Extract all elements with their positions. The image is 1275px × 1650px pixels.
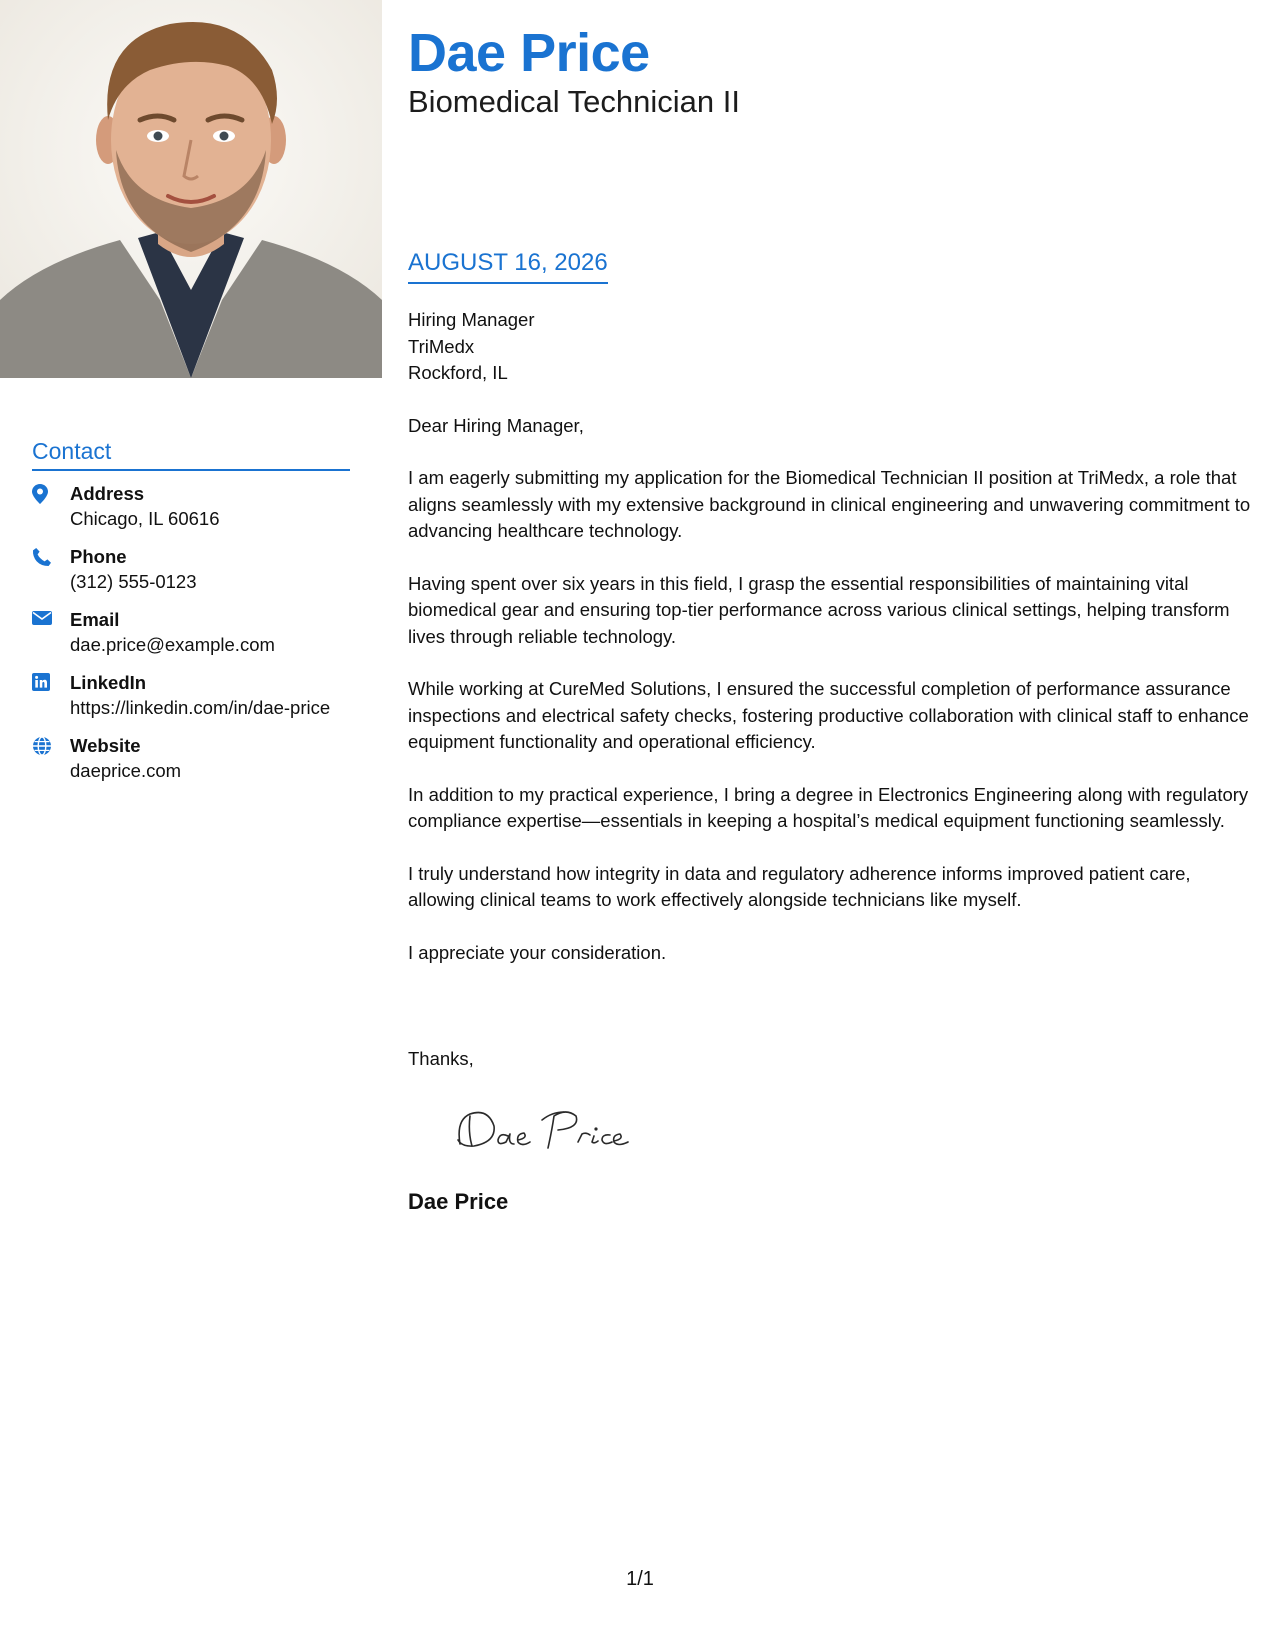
contact-label: Email xyxy=(70,609,120,630)
signer-name: Dae Price xyxy=(408,1189,509,1214)
body-paragraph: I am eagerly submitting my application for the Biomedical Technician II position at TriMedx, a role that aligns seamlessly with my extensive background in clinical engineering and unwavering commitment to advancing healthcare technology. xyxy=(408,467,1251,541)
contact-label: LinkedIn xyxy=(70,672,147,693)
phone-icon xyxy=(32,545,70,567)
contact-label: Address xyxy=(70,483,145,504)
linkedin-link[interactable]: https://linkedin.com/in/dae-price xyxy=(70,697,331,718)
envelope-icon xyxy=(32,608,70,626)
contact-item-linkedin xyxy=(32,671,362,734)
salutation: Dear Hiring Manager, xyxy=(408,415,584,436)
contact-item-email xyxy=(32,608,362,671)
contact-item-address xyxy=(32,482,362,545)
recipient-block xyxy=(408,307,534,387)
body-paragraph: In addition to my practical experience, I bring a degree in Electronics Engineering along with regulatory compliance expertise—essentials in keeping a hospital’s medical equipment functioning seamlessly. xyxy=(408,783,1249,831)
map-pin-icon xyxy=(32,482,70,504)
applicant-title: Biomedical Technician II xyxy=(408,84,740,119)
letter-body xyxy=(408,465,1253,992)
profile-photo xyxy=(0,0,382,378)
email-link[interactable]: dae.price@example.com xyxy=(70,634,275,655)
address-value: Chicago, IL 60616 xyxy=(70,508,220,529)
contact-text-linkedin xyxy=(70,671,330,720)
contact-list xyxy=(32,482,362,797)
body-paragraph: Having spent over six years in this field, I grasp the essential responsibilities of maintaining vital biomedical gear and ensuring top-tier performance across various clinical settings, helping transform lives through reliable technology. xyxy=(408,572,1230,647)
contact-heading: Contact xyxy=(32,437,350,471)
handwritten-signature xyxy=(448,1100,648,1160)
contact-item-phone xyxy=(32,545,362,608)
contact-text-website xyxy=(70,734,181,783)
applicant-name: Dae Price xyxy=(408,23,650,83)
contact-label: Website xyxy=(70,735,141,756)
phone-value: (312) 555-0123 xyxy=(70,571,197,592)
body-paragraph: I truly understand how integrity in data and regulatory adherence informs improved patient care, allowing clinical teams to work effectively alongside technicians like myself. xyxy=(408,862,1191,910)
letter-date: AUGUST 16, 2026 xyxy=(408,248,608,284)
contact-text-address xyxy=(70,482,219,531)
page-number: 1/1 xyxy=(626,1568,654,1590)
recipient-company: TriMedx xyxy=(408,335,475,357)
website-link[interactable]: daeprice.com xyxy=(70,760,182,781)
globe-icon xyxy=(32,734,70,756)
body-paragraph: While working at CureMed Solutions, I ensured the successful completion of performance assurance inspections and electrical safety checks, fostering productive collaboration with clinical staff to enhance equipment functionality and operational efficiency. xyxy=(408,678,1249,752)
recipient-line: Hiring Manager xyxy=(408,309,535,330)
contact-item-website xyxy=(32,734,362,797)
contact-text-email xyxy=(70,608,275,657)
recipient-location: Rockford, IL xyxy=(408,362,508,383)
linkedin-icon xyxy=(32,671,70,691)
contact-text-phone xyxy=(70,545,197,594)
body-paragraph: I appreciate your consideration. xyxy=(408,941,667,963)
contact-label: Phone xyxy=(70,546,127,567)
closing: Thanks, xyxy=(408,1048,474,1069)
